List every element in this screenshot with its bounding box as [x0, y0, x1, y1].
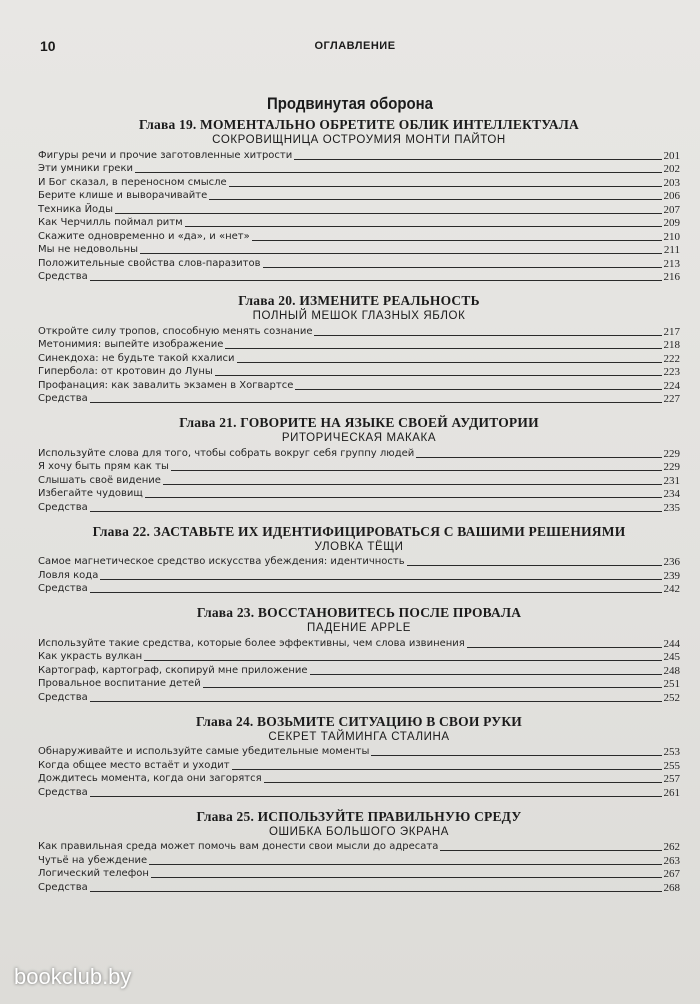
chapter-subtitle: ПАДЕНИЕ APPLE: [306, 622, 412, 634]
toc-entry[interactable]: [38, 568, 680, 582]
toc-entry[interactable]: [38, 189, 680, 203]
toc-entry-page: 222: [663, 352, 680, 365]
running-head: ОГЛАВЛЕНИЕ: [314, 40, 396, 52]
toc-entry-label: Средства: [38, 786, 88, 798]
toc-entry-label: Гипербола: от кротовин до Луны: [38, 366, 213, 377]
toc-entry-label: Избегайте чудовищ: [38, 488, 143, 499]
chapter-entries: [38, 148, 680, 283]
leader-line: [263, 267, 662, 268]
leader-line: [371, 755, 661, 756]
chapter-title: Глава 22. ЗАСТАВЬТЕ ИХ ИДЕНТИФИЦИРОВАТЬСЯ С ВАШИМИ РЕШЕНИЯМИ: [92, 523, 626, 539]
toc-entry-page: 257: [663, 773, 680, 785]
toc-entry-page: 202: [663, 163, 680, 175]
toc-entry[interactable]: [38, 785, 680, 799]
toc-entry[interactable]: [38, 351, 680, 365]
toc-entry-page: 206: [663, 190, 680, 202]
toc-entry-page: 217: [663, 325, 680, 338]
toc-entry-page: 218: [663, 339, 680, 351]
leader-line: [252, 240, 662, 241]
leader-line: [145, 497, 662, 498]
toc-entry[interactable]: [38, 772, 680, 786]
leader-line: [229, 186, 662, 187]
toc-entry-page: 261: [663, 786, 680, 799]
toc-entry-label: Откройте силу тропов, способную менять сознание: [38, 325, 313, 337]
toc-entry[interactable]: [38, 243, 680, 257]
toc-entry-page: 236: [663, 556, 680, 568]
chapter-title: Глава 23. ВОССТАНОВИТЕСЬ ПОСЛЕ ПРОВАЛА: [196, 605, 522, 620]
toc-entry-label: Самое магнетическое средство искусства убеждения: идентичность: [38, 556, 405, 567]
toc-entry-label: Средства: [38, 583, 88, 594]
chapter-title: Глава 25. ИСПОЛЬЗУЙТЕ ПРАВИЛЬНУЮ СРЕДУ: [196, 808, 522, 824]
toc-entry[interactable]: [38, 663, 680, 677]
toc-entry-label: Средства: [38, 691, 88, 703]
toc-entry-label: Логический телефон: [38, 868, 149, 879]
toc-entry-page: 268: [663, 881, 680, 894]
toc-entry-label: Мы не недовольны: [38, 244, 139, 255]
leader-line: [407, 565, 662, 566]
chapter-title: Глава 24. ВОЗЬМИТЕ СИТУАЦИЮ В СВОИ РУКИ: [195, 713, 523, 729]
toc-entry-page: 251: [663, 678, 680, 690]
toc-entry[interactable]: [38, 500, 680, 514]
leader-line: [467, 647, 662, 648]
toc-entry-label: Провальное воспитание детей: [38, 678, 201, 689]
leader-line: [215, 375, 662, 376]
leader-line: [416, 457, 661, 458]
chapter-entries: [38, 446, 680, 514]
toc-entry-label: Синекдоха: не будьте такой кхалиси: [38, 352, 235, 364]
leader-line: [90, 402, 662, 403]
toc-entry-label: Слышать своё видение: [38, 474, 161, 486]
toc-entry[interactable]: [38, 677, 680, 691]
chapter-entries: [38, 636, 680, 704]
toc-entry-label: Средства: [38, 271, 88, 282]
leader-line: [144, 660, 661, 661]
page-header: [40, 38, 670, 58]
toc-entry-page: 255: [663, 759, 680, 772]
toc-entry[interactable]: [38, 460, 680, 474]
toc-entry[interactable]: [38, 202, 680, 216]
leader-line: [171, 470, 662, 471]
leader-line: [310, 674, 662, 675]
toc-entry-page: 248: [663, 664, 680, 677]
leader-line: [90, 701, 662, 702]
toc-entry-page: 229: [663, 461, 680, 473]
toc-entry-page: 252: [663, 691, 680, 704]
chapter-section: [38, 116, 680, 283]
chapter-section: [38, 808, 680, 894]
chapter-subtitle: РИТОРИЧЕСКАЯ МАКАКА: [281, 432, 437, 444]
part-title: Продвинутая оборона: [267, 94, 433, 113]
page-number: 10: [40, 38, 56, 54]
toc-entry-page: 209: [663, 217, 680, 229]
toc-entry[interactable]: [38, 162, 680, 176]
toc-entry-page: 267: [663, 868, 680, 880]
watermark: bookclub.by: [14, 964, 132, 989]
toc-entry-page: 210: [663, 230, 680, 243]
leader-line: [294, 159, 661, 160]
toc-entry-label: Метонимия: выпейте изображение: [38, 339, 224, 350]
chapter-subtitle: СОКРОВИЩНИЦА ОСТРОУМИЯ МОНТИ ПАЙТОН: [212, 134, 506, 146]
toc-entry[interactable]: [38, 229, 680, 243]
toc-entry-page: 262: [663, 841, 680, 853]
chapter-section: [38, 292, 680, 405]
toc-entry[interactable]: [38, 446, 680, 460]
toc-entry-label: Я хочу быть прям как ты: [38, 461, 169, 472]
leader-line: [90, 280, 662, 281]
toc-entry-page: 239: [663, 569, 680, 582]
leader-line: [264, 782, 662, 783]
toc-entry-page: 211: [663, 244, 680, 256]
chapter-entries: [38, 324, 680, 405]
toc-entry[interactable]: [38, 378, 680, 392]
toc-entry-page: 207: [663, 203, 680, 216]
leader-line: [209, 199, 661, 200]
toc-entry-page: 242: [663, 583, 680, 595]
toc-entry-label: Ловля кода: [38, 569, 99, 581]
leader-line: [90, 592, 662, 593]
toc-entry[interactable]: [38, 690, 680, 704]
toc-entry[interactable]: [38, 636, 680, 650]
toc-entry[interactable]: [38, 487, 680, 501]
chapter-subtitle: ПОЛНЫЙ МЕШОК ГЛАЗНЫХ ЯБЛОК: [252, 310, 466, 322]
toc-entry-label: Берите клише и выворачивайте: [38, 190, 208, 201]
leader-line: [90, 511, 662, 512]
toc-entry-page: 213: [663, 257, 680, 270]
chapter-subtitle: СЕКРЕТ ТАЙМИНГА СТАЛИНА: [268, 730, 450, 743]
toc-entry[interactable]: [38, 338, 680, 352]
chapter-entries: [38, 840, 680, 894]
toc-entry-page: 223: [663, 366, 680, 378]
leader-line: [203, 687, 662, 688]
toc-entry-label: И Бог сказал, в переносном смысле: [38, 176, 227, 188]
toc-entry-label: Средства: [38, 393, 88, 404]
chapter-subtitle: ОШИБКА БОЛЬШОГО ЭКРАНА: [268, 825, 450, 838]
leader-line: [115, 213, 662, 214]
toc-entry[interactable]: [38, 867, 680, 881]
toc-entry-label: Как правильная среда может помочь вам донести свои мысли до адресата: [38, 841, 439, 852]
toc-entry-label: Фигуры речи и прочие заготовленные хитрости: [38, 149, 293, 161]
toc-entry-label: Картограф, картограф, скопируй мне приложение: [38, 664, 308, 676]
toc-entry-page: 216: [663, 271, 680, 283]
toc-entry-label: Профанация: как завалить экзамен в Хогвартсе: [38, 379, 294, 391]
leader-line: [149, 864, 661, 865]
toc-entry[interactable]: [38, 256, 680, 270]
toc-entry[interactable]: [38, 582, 680, 596]
toc-entry[interactable]: [38, 365, 680, 379]
toc-entry-label: Чутьё на убеждение: [38, 854, 148, 866]
toc-entry-page: 235: [663, 501, 680, 514]
toc-entry-page: 244: [663, 637, 680, 650]
table-of-contents: [38, 116, 680, 903]
leader-line: [237, 362, 662, 363]
toc-entry-page: 227: [663, 393, 680, 405]
leader-line: [163, 484, 662, 485]
toc-entry-label: Скажите одновременно и «да», и «нет»: [38, 230, 250, 242]
toc-entry-page: 224: [663, 379, 680, 392]
toc-entry[interactable]: [38, 650, 680, 664]
toc-entry-label: Средства: [38, 501, 88, 513]
toc-entry-label: Как украсть вулкан: [38, 651, 143, 662]
toc-entry[interactable]: [38, 324, 680, 338]
toc-entry[interactable]: [38, 175, 680, 189]
toc-entry[interactable]: [38, 853, 680, 867]
toc-entry-label: Когда общее место встаёт и уходит: [38, 759, 230, 771]
toc-entry[interactable]: [38, 148, 680, 162]
chapter-entries: [38, 555, 680, 596]
toc-entry-label: Как Черчилль поймал ритм: [38, 217, 183, 228]
chapter-subtitle: УЛОВКА ТЁЩИ: [314, 540, 404, 553]
toc-entry[interactable]: [38, 758, 680, 772]
toc-entry-page: 245: [663, 651, 680, 663]
leader-line: [90, 891, 662, 892]
chapter-title: Глава 19. МОМЕНТАЛЬНО ОБРЕТИТЕ ОБЛИК ИНТЕЛЛЕКТУАЛА: [138, 117, 579, 132]
chapter-section: [38, 414, 680, 514]
chapter-section: [38, 713, 680, 799]
toc-entry[interactable]: [38, 555, 680, 569]
toc-entry-page: 253: [663, 746, 680, 758]
toc-entry-label: Дождитесь момента, когда они загорятся: [38, 773, 262, 784]
toc-entry-page: 231: [663, 474, 680, 487]
leader-line: [314, 335, 661, 336]
toc-entry-page: 229: [663, 447, 680, 460]
toc-entry[interactable]: [38, 270, 680, 284]
leader-line: [440, 850, 661, 851]
toc-entry[interactable]: [38, 216, 680, 230]
toc-entry[interactable]: [38, 880, 680, 894]
leader-line: [151, 877, 662, 878]
leader-line: [140, 253, 662, 254]
toc-entry-label: Обнаруживайте и используйте самые убедительные моменты: [38, 746, 370, 757]
toc-entry[interactable]: [38, 840, 680, 854]
chapter-entries: [38, 745, 680, 799]
toc-entry-page: 263: [663, 854, 680, 867]
leader-line: [295, 389, 661, 390]
leader-line: [232, 769, 662, 770]
toc-entry-label: Положительные свойства слов-паразитов: [38, 257, 261, 269]
chapter-section: [38, 604, 680, 704]
toc-entry-label: Используйте слова для того, чтобы собрать вокруг себя группу людей: [38, 447, 415, 459]
leader-line: [100, 579, 661, 580]
toc-entry-page: 201: [663, 149, 680, 162]
toc-entry-label: Используйте такие средства, которые более эффективны, чем слова извинения: [38, 637, 465, 649]
toc-entry-page: 203: [663, 176, 680, 189]
toc-entry-label: Техника Йоды: [38, 203, 113, 215]
leader-line: [135, 172, 662, 173]
chapter-title: Глава 21. ГОВОРИТЕ НА ЯЗЫКЕ СВОЕЙ АУДИТОРИИ: [179, 415, 539, 430]
chapter-title: Глава 20. ИЗМЕНИТЕ РЕАЛЬНОСТЬ: [238, 293, 480, 308]
toc-entry[interactable]: [38, 392, 680, 406]
toc-entry[interactable]: [38, 473, 680, 487]
toc-entry-label: Эти умники греки: [38, 163, 133, 174]
chapter-section: [38, 523, 680, 596]
leader-line: [225, 348, 661, 349]
toc-entry-page: 234: [663, 488, 680, 500]
leader-line: [90, 796, 662, 797]
toc-entry-label: Средства: [38, 881, 88, 893]
toc-entry[interactable]: [38, 745, 680, 759]
leader-line: [185, 226, 662, 227]
